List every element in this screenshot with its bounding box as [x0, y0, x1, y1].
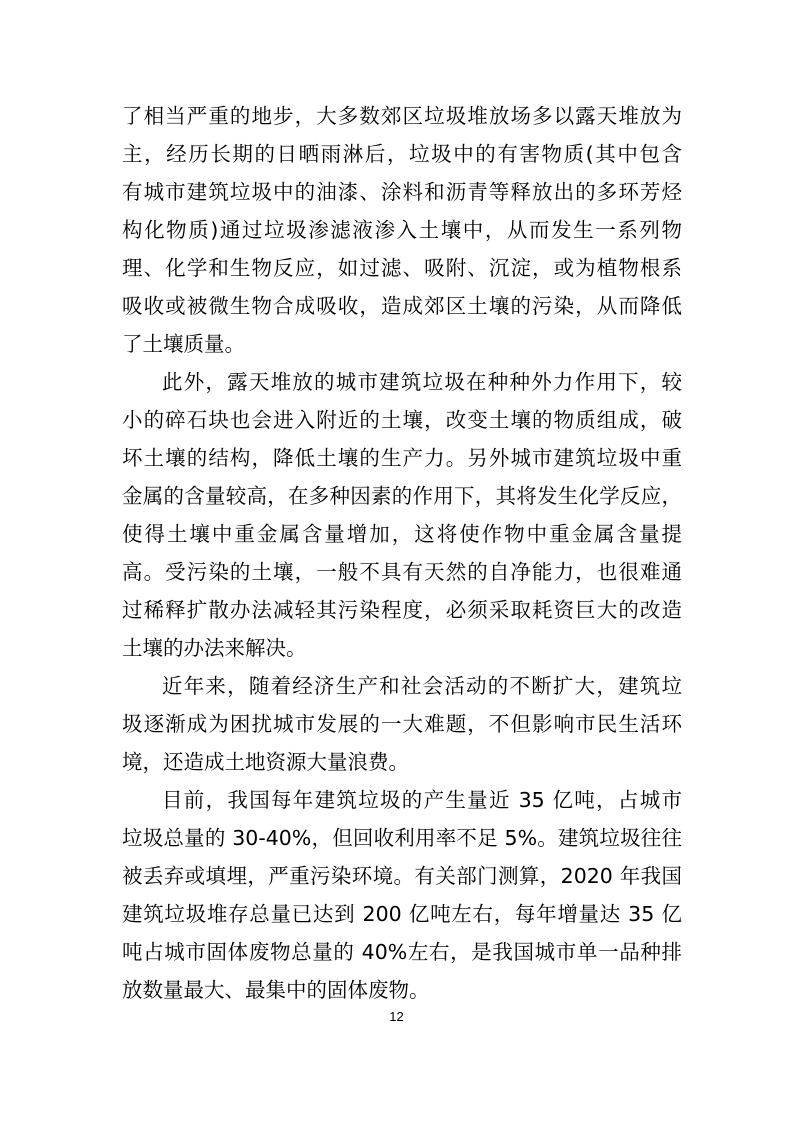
- text-line: 了土壤质量。: [122, 332, 245, 356]
- text-line: 了相当严重的地步，大多数郊区垃圾堆放场多以露天堆放为: [122, 104, 682, 128]
- text-line: 吨占城市固体废物总量的 40%左右，是我国城市单一品种排: [122, 940, 682, 964]
- text-line: 吸收或被微生物合成吸收，造成郊区土壤的污染，从而降低: [122, 294, 682, 318]
- text-line: 过稀释扩散办法减轻其污染程度，必须采取耗资巨大的改造: [122, 598, 682, 622]
- page-number: 12: [389, 1009, 404, 1024]
- text-line: 建筑垃圾堆存总量已达到 200 亿吨左右，每年增量达 35 亿: [122, 902, 682, 926]
- text-line: 境，还造成土地资源大量浪费。: [122, 750, 409, 774]
- text-line: 理、化学和生物反应，如过滤、吸附、沉淀，或为植物根系: [122, 256, 682, 280]
- text-line: 垃圾总量的 30-40%，但回收利用率不足 5%。建筑垃圾往往: [122, 826, 682, 850]
- text-line: 土壤的办法来解决。: [122, 636, 307, 660]
- text-line: 圾逐渐成为困扰城市发展的一大难题，不但影响市民生活环: [122, 712, 682, 736]
- text-line: 目前，我国每年建筑垃圾的产生量近 35 亿吨，占城市: [162, 788, 682, 812]
- text-line: 此外，露天堆放的城市建筑垃圾在种种外力作用下，较: [162, 370, 682, 394]
- text-line: 有城市建筑垃圾中的油漆、涂料和沥青等释放出的多环芳烃: [122, 180, 682, 204]
- text-line: 坏土壤的结构，降低土壤的生产力。另外城市建筑垃圾中重: [122, 446, 682, 470]
- text-line: 构化物质)通过垃圾渗滤液渗入土壤中，从而发生一系列物: [122, 218, 682, 242]
- text-line: 放数量最大、最集中的固体废物。: [122, 978, 430, 1002]
- text-line: 金属的含量较高，在多种因素的作用下，其将发生化学反应，: [122, 484, 682, 508]
- text-line: 近年来，随着经济生产和社会活动的不断扩大，建筑垃: [162, 674, 682, 698]
- text-line: 使得土壤中重金属含量增加，这将使作物中重金属含量提: [122, 522, 682, 546]
- text-line: 主，经历长期的日晒雨淋后，垃圾中的有害物质(其中包含: [122, 142, 682, 166]
- text-line: 被丢弃或填埋，严重污染环境。有关部门测算，2020 年我国: [122, 864, 682, 888]
- text-line: 高。受污染的土壤，一般不具有天然的自净能力，也很难通: [122, 560, 682, 584]
- text-line: 小的碎石块也会进入附近的土壤，改变土壤的物质组成，破: [122, 408, 682, 432]
